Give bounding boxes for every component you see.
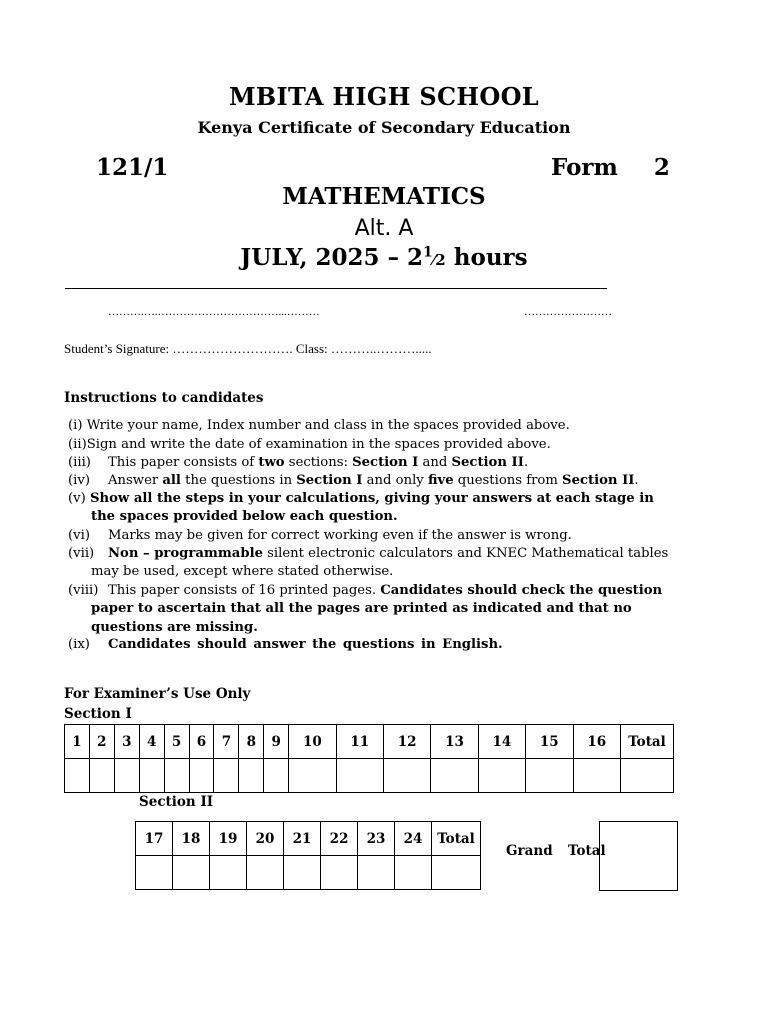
duration-fraction-den: ⁄2 [432, 251, 446, 269]
score-cell[interactable] [264, 759, 289, 793]
question-7-header: 7 [214, 725, 239, 759]
grand-total-box[interactable] [599, 821, 678, 891]
examiner-use-title: For Examiner’s Use Only [64, 686, 251, 702]
score-cell[interactable] [89, 759, 114, 793]
item-bold: all [162, 473, 181, 488]
score-cell[interactable] [336, 759, 383, 793]
exam-date-duration [0, 244, 768, 271]
date-suffix: hours [445, 244, 528, 271]
exam-body: Kenya Certificate of Secondary Education [197, 118, 571, 137]
school-name: MBITA HIGH SCHOOL [229, 82, 539, 111]
table-header-row [65, 725, 674, 759]
instruction-item [68, 582, 688, 637]
question-13-header: 13 [431, 725, 478, 759]
item-bold: Show all the steps in your calculations, giving your answers at each stage in [90, 491, 654, 506]
item-bold: Non – programmable [108, 546, 263, 561]
item-text: and [418, 455, 452, 470]
total-header: Total [432, 822, 481, 856]
question-10-header: 10 [289, 725, 336, 759]
index-field[interactable]: …………………… [524, 306, 612, 318]
score-cell[interactable] [114, 759, 139, 793]
item-text: This paper consists of [108, 455, 259, 470]
question-16-header: 16 [573, 725, 621, 759]
score-cell[interactable] [358, 856, 395, 890]
section-1-label: Section I [64, 706, 132, 722]
section-1-score-table [64, 724, 674, 793]
item-number: (viii) [68, 583, 99, 598]
score-cell[interactable] [214, 759, 239, 793]
item-text: . [634, 473, 639, 488]
instruction-item [68, 417, 688, 435]
score-cell[interactable] [383, 759, 430, 793]
score-cell[interactable] [239, 759, 264, 793]
item-text: Sign and write the date of examination in the spaces provided above. [86, 437, 551, 452]
item-bold: Section I [296, 473, 363, 488]
item-number: (ii) [68, 437, 87, 452]
item-text: Marks may be given for correct working even if the answer is wrong. [108, 528, 572, 543]
instruction-item [68, 490, 688, 527]
item-text: . [523, 455, 529, 470]
item-number: (vi) [68, 528, 90, 543]
duration-fraction-num: 1 [423, 244, 433, 261]
score-cell[interactable] [189, 759, 214, 793]
score-cell[interactable] [395, 856, 432, 890]
instruction-item [68, 472, 688, 490]
item-bold: Candidates should answer the questions in English. [108, 637, 503, 652]
item-number: (vii) [68, 546, 95, 561]
item-text: Write your name, Index number and class in the spaces provided above. [86, 418, 570, 433]
item-bold: two [258, 455, 285, 470]
question-22-header: 22 [321, 822, 358, 856]
table-header-row [136, 822, 481, 856]
score-cell[interactable] [139, 759, 164, 793]
score-cell[interactable] [247, 856, 284, 890]
subject-title: MATHEMATICS [282, 183, 486, 210]
section-2-label: Section II [139, 794, 214, 810]
item-bold: Section II [451, 455, 524, 470]
question-15-header: 15 [526, 725, 573, 759]
item-bold: five [427, 473, 454, 488]
instruction-item [68, 527, 688, 545]
item-text: may be used, except where stated otherwise. [91, 564, 394, 580]
instruction-item [68, 454, 688, 472]
item-text: This paper consists of 16 printed pages. [108, 583, 381, 598]
instruction-item [68, 636, 688, 654]
item-bold: questions are missing. [91, 619, 258, 635]
question-20-header: 20 [247, 822, 284, 856]
instruction-item [68, 436, 688, 454]
score-cell[interactable] [431, 759, 478, 793]
question-24-header: 24 [395, 822, 432, 856]
question-21-header: 21 [284, 822, 321, 856]
header-rule [65, 288, 607, 289]
question-11-header: 11 [336, 725, 383, 759]
score-cell[interactable] [321, 856, 358, 890]
question-12-header: 12 [383, 725, 430, 759]
paper-code: 121/1 [96, 154, 169, 181]
question-6-header: 6 [189, 725, 214, 759]
question-3-header: 3 [114, 725, 139, 759]
grand-total-label: Grand Total [506, 843, 606, 859]
item-number: (i) [68, 418, 83, 433]
section-2-score-table [135, 821, 481, 890]
form-level: Form 2 [551, 154, 670, 181]
item-number: (iv) [68, 473, 90, 488]
total-cell[interactable] [432, 856, 481, 890]
instruction-item [68, 545, 688, 582]
item-text: and only [362, 473, 428, 488]
instructions-title: Instructions to candidates [64, 390, 264, 406]
item-number: (iii) [68, 455, 91, 470]
question-9-header: 9 [264, 725, 289, 759]
score-cell[interactable] [210, 856, 247, 890]
score-cell[interactable] [573, 759, 621, 793]
question-23-header: 23 [358, 822, 395, 856]
question-17-header: 17 [136, 822, 173, 856]
score-cell[interactable] [164, 759, 189, 793]
signature-class-line[interactable]: Student’s Signature: ………………………. Class: ………..………..... [64, 341, 432, 356]
score-cell[interactable] [289, 759, 336, 793]
item-bold: paper to ascertain that all the pages are printed as indicated and that no [91, 601, 632, 617]
item-number: (v) [68, 491, 86, 506]
question-2-header: 2 [89, 725, 114, 759]
alt-version: Alt. A [354, 216, 414, 241]
score-cell[interactable] [136, 856, 173, 890]
score-cell[interactable] [284, 856, 321, 890]
score-cell[interactable] [173, 856, 210, 890]
item-bold: Section II [562, 473, 635, 488]
question-8-header: 8 [239, 725, 264, 759]
item-bold: Section I [352, 455, 419, 470]
name-field[interactable]: ……….….……………………………...……… [108, 306, 320, 318]
total-header: Total [621, 725, 674, 759]
score-row [136, 856, 481, 890]
question-4-header: 4 [139, 725, 164, 759]
item-text: the questions in [180, 473, 297, 488]
question-1-header: 1 [65, 725, 90, 759]
item-text: silent electronic calculators and KNEC Mathematical tables [262, 546, 669, 561]
date-prefix: JULY, 2025 – 2 [240, 244, 424, 271]
score-row [65, 759, 674, 793]
question-5-header: 5 [164, 725, 189, 759]
total-cell[interactable] [621, 759, 674, 793]
item-text: Answer [108, 473, 163, 488]
item-number: (ix) [68, 637, 90, 652]
item-bold: the spaces provided below each question. [91, 509, 398, 525]
score-cell[interactable] [65, 759, 90, 793]
item-bold: Candidates should check the question [380, 583, 663, 598]
score-cell[interactable] [526, 759, 573, 793]
item-text: questions from [453, 473, 563, 488]
score-cell[interactable] [478, 759, 525, 793]
question-19-header: 19 [210, 822, 247, 856]
question-18-header: 18 [173, 822, 210, 856]
question-14-header: 14 [478, 725, 525, 759]
item-text: sections: [284, 455, 353, 470]
